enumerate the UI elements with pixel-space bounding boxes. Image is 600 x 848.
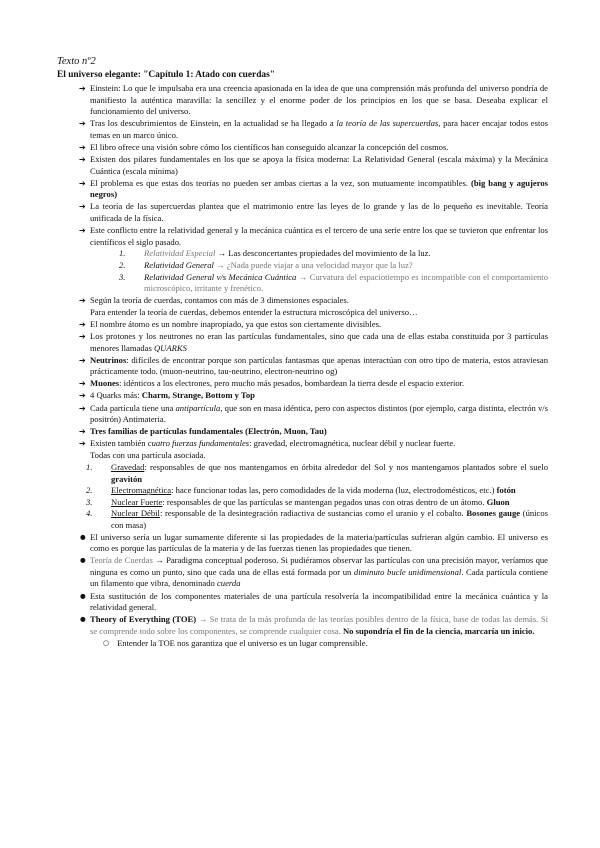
list-item: ● Esta sustitución de los componentes materiales de una partícula resolvería la incompatibilidad entre la mecánica cuántica y la relatividad general.	[57, 591, 548, 614]
continuation-line: Para entender la teoría de cuerdas, debemos entender la estructura microscópica del universo…	[90, 307, 418, 318]
list-item: ➔ Muones: idénticos a los electrones, pero mucho más pesados, bombardean la tierra desde el espacio exterior.	[57, 378, 548, 390]
list-item: ➔ Existen también cuatro fuerzas fundamentales: gravedad, electromagnética, nuclear débil y nuclear fuerte.	[57, 438, 548, 450]
notes-list	[57, 83, 548, 307]
forces-list	[57, 462, 548, 532]
list-item: ➔ El problema es que estas dos teorías no pueden ser ambas ciertas a la vez, son mutuamente incompatibles. (big bang y agujeros negros)	[57, 178, 548, 201]
document-title: Texto nº2	[57, 56, 96, 67]
list-item: ➔ El nombre átomo es un nombre inapropiado, ya que estos son ciertamente divisibles.	[57, 319, 548, 331]
sub-item: Nuclear Fuerte: responsables de que las partículas se mantengan pegados unas con otras dentro de un átomo. Gluon	[111, 496, 510, 507]
sub-item: Relatividad General v/s Mecánica Cuántica → Curvatura del espaciotiempo es incompatible con el comportamiento microscópico, irritante y frenético.	[144, 271, 548, 294]
notes-list	[57, 319, 548, 450]
sub-list	[90, 248, 548, 294]
list-item: ● El universo sería un lugar sumamente diferente si las propiedades de la materia/partículas sufrieran algún cambio. El universo es como es porque las partículas de la materia y de las fuerzas tienen las propiedades que tienen.	[57, 532, 548, 555]
list-item: ➔ Este conflicto entre la relatividad general y la mecánica cuántica es el tercero de una serie entre los que se tuvieron que enfrentar los científicos el siglo pasado. Relatividad Especial → Las desconcertantes propiedades del movimiento de la luz. Relatividad General → ¿Nada puede viajar a una velocidad mayor que la luz? Relatividad General v/s Mecánica Cuántica → Curvatura del espaciotiempo es incompatible con el comportamiento microscópico, irritante y frenético.	[57, 225, 548, 295]
list-item: ➔ 4 Quarks más: Charm, Strange, Bottom y Top	[57, 390, 548, 402]
list-item: ● Teoría de Cuerdas → Paradigma conceptual poderoso. Si pudiéramos observar las partículas con una precisión mayor, veríamos que ninguna es como un punto, sino que cada una de ellas está formada por un diminuto bucle unidimensional. Cada partícula contiene un filamento que vibra, denominado cuerda	[57, 555, 548, 590]
sub-item: Gravedad: responsables de que nos mantengamos en órbita alrededor del Sol y nos mantengamos plantados sobre el suelo gravitón	[111, 462, 548, 484]
list-item: ➔ Existen dos pilares fundamentales en los que se apoya la física moderna: La Relatividad General (escala máxima) y la Mecánica Cuántica (escala mínima)	[57, 154, 548, 177]
list-item: ➔ Einstein: Lo que le impulsaba era una creencia apasionada en la idea de que una comprensión más profunda del universo pondría de manifiesto la auténtica maravilla: la sencillez y el enorme poder de los principios en los que se basa. Deseaba explicar el funcionamiento del universo.	[57, 83, 548, 118]
list-item: ➔ Tras los descubrimientos de Einstein, en la actualidad se ha llegado a la teoría de las supercuerdas, para hacer encajar todos estos temas en un marco único.	[57, 118, 548, 141]
sub-item: Electromagnética: hace funcionar todas las, pero comodidades de la vida moderna (luz, electrodomésticos, etc.) fotón	[111, 485, 516, 496]
list-item: ➔ Según la teoría de cuerdas, contamos con más de 3 dimensiones espaciales.	[57, 295, 548, 307]
list-item: ➔ Tres familias de partículas fundamentales (Electrón, Muon, Tau)	[57, 426, 548, 438]
list-item: ● Theory of Everything (TOE) → Se trata de la más profunda de las teorías posibles dentro de la física, base de todas las demás. Si se comprende todo sobre los componentes, se comprende cualquier cosa. No supondría el fin de la ciencia, marcaría un inicio.	[57, 614, 548, 637]
sub-item: Relatividad General → ¿Nada puede viajar a una velocidad mayor que la luz?	[144, 259, 413, 270]
list-item: ➔ El libro ofrece una visión sobre cómo los científicos han conseguido alcanzar la concepción del cosmos.	[57, 142, 548, 154]
list-item: ➔ Los protones y los neutrones no eran las partículas fundamentales, sino que cada una de ellas estaba constituida por 3 partículas menores llamadas QUARKS	[57, 331, 548, 354]
list-item: ➔ Neutrinos: difíciles de encontrar porque son partículas fantasmas que apenas interactúan con otro tipo de materia, estos atraviesan prácticamente todo. (muon-neutrino, tau-neutrino, electron-neutrino og)	[57, 355, 548, 378]
document-subtitle: El universo elegante: "Capítulo 1: Atado con cuerdas"	[57, 70, 275, 80]
sub-item: Nuclear Débil: responsable de la desintegración radiactiva de sustancias como el uranio y el cobalto. Bosones gauge (únicos con masa)	[111, 508, 549, 530]
list-item: ➔ Cada partícula tiene una antipartícula, que son en masa idéntica, pero con aspectos distintos (por ejemplo, carga distinta, electrón v/s positrón) Antimateria.	[57, 403, 548, 426]
bullet-list	[57, 532, 548, 638]
circle-bullet-item: ○ Entender la TOE nos garantiza que el universo es un lugar comprensible.	[57, 638, 548, 650]
continuation-line: Todas con una partícula asociada.	[90, 450, 206, 461]
sub-item: Relatividad Especial → Las desconcertantes propiedades del movimiento de la luz.	[144, 248, 431, 259]
list-item: ➔ La teoría de las supercuerdas plantea que el matrimonio entre las leyes de lo grande y las de lo pequeño es inevitable. Teoría unificada de la física.	[57, 201, 548, 224]
